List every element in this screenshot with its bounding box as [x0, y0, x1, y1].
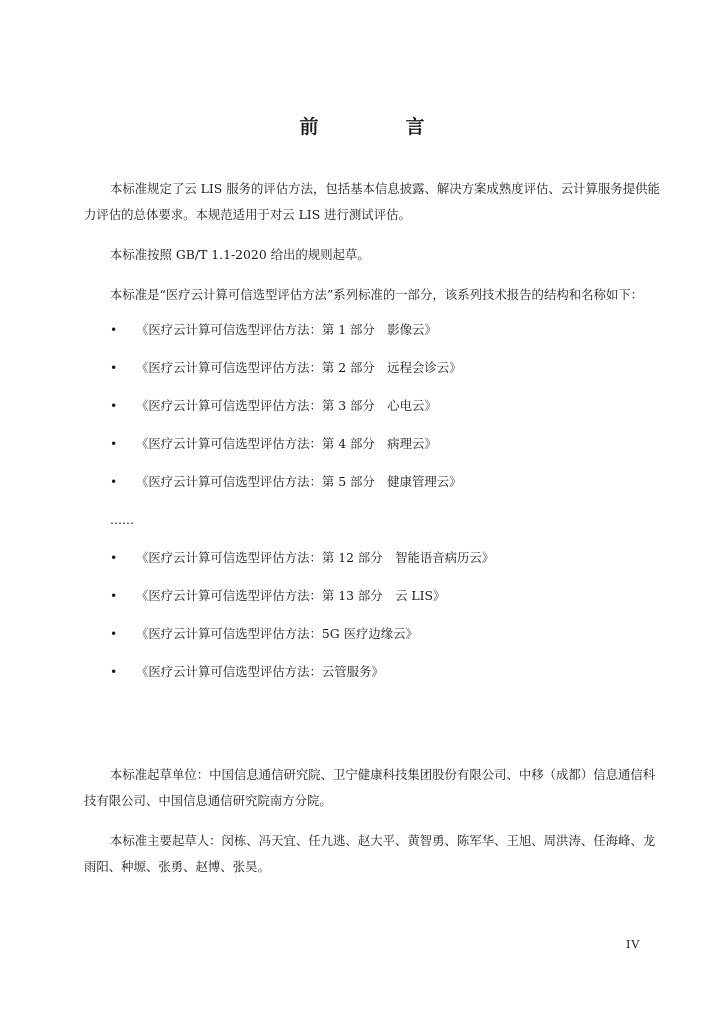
drafters-paragraph: 本标准主要起草人：闵栋、冯天宜、任九逃、赵大平、黄智勇、陈军华、王旭、周洪涛、任海峰、龙雨阳、种塬、张勇、赵博、张昊。: [84, 833, 656, 874]
series-item-text: 《医疗云计算可信选型评估方法：第 2 部分 远程会诊云》: [136, 360, 462, 375]
bullet-icon: •: [110, 626, 118, 641]
bullet-icon: •: [110, 550, 118, 565]
bullet-icon: •: [110, 322, 118, 337]
series-list-item: [84, 624, 660, 644]
series-item-text: 《医疗云计算可信选型评估方法：第 3 部分 心电云》: [136, 398, 437, 413]
series-item-text: 《医疗云计算可信选型评估方法：云管服务》: [136, 664, 384, 679]
series-list-item: [84, 434, 660, 454]
series-intro-paragraph: 本标准是“医疗云计算可信选型评估方法”系列标准的一部分，该系列技术报告的结构和名称如下：: [110, 287, 644, 302]
series-list-item: [84, 662, 660, 682]
bullet-icon: •: [110, 474, 118, 489]
series-list-item: [84, 320, 660, 340]
series-list-item: [84, 396, 660, 416]
series-item-text: 《医疗云计算可信选型评估方法：第 4 部分 病理云》: [136, 436, 437, 451]
series-item-text: 《医疗云计算可信选型评估方法：第 12 部分 智能语音病历云》: [136, 550, 495, 565]
series-list-item: [84, 586, 660, 606]
series-item-text: 《医疗云计算可信选型评估方法：第 1 部分 影像云》: [136, 322, 437, 337]
series-list-item: [84, 548, 660, 568]
scope-paragraph: 本标准规定了云 LIS 服务的评估方法，包括基本信息披露、解决方案成熟度评估、云计算服务提供能力评估的总体要求。本规范适用于对云 LIS 进行测试评估。: [84, 181, 660, 222]
drafting-units-paragraph: 本标准起草单位：中国信息通信研究院、卫宁健康科技集团股份有限公司、中移（成都）信息通信科技有限公司、中国信息通信研究院南方分院。: [84, 767, 656, 808]
bullet-icon: •: [110, 398, 118, 413]
bullet-icon: •: [110, 436, 118, 451]
page-title: 前 言: [299, 116, 459, 138]
series-item-text: 《医疗云计算可信选型评估方法：第 5 部分 健康管理云》: [136, 474, 462, 489]
list-ellipsis: ……: [110, 513, 134, 527]
series-list-item: [84, 358, 660, 378]
page-number: IV: [626, 938, 641, 951]
series-list-item: [84, 472, 660, 492]
bullet-icon: •: [110, 664, 118, 679]
series-item-text: 《医疗云计算可信选型评估方法：5G 医疗边缘云》: [136, 626, 418, 641]
drafting-rules-paragraph: 本标准按照 GB/T 1.1-2020 给出的规则起草。: [110, 247, 370, 262]
bullet-icon: •: [110, 588, 118, 603]
bullet-icon: •: [110, 360, 118, 375]
series-item-text: 《医疗云计算可信选型评估方法：第 13 部分 云 LIS》: [136, 588, 446, 603]
